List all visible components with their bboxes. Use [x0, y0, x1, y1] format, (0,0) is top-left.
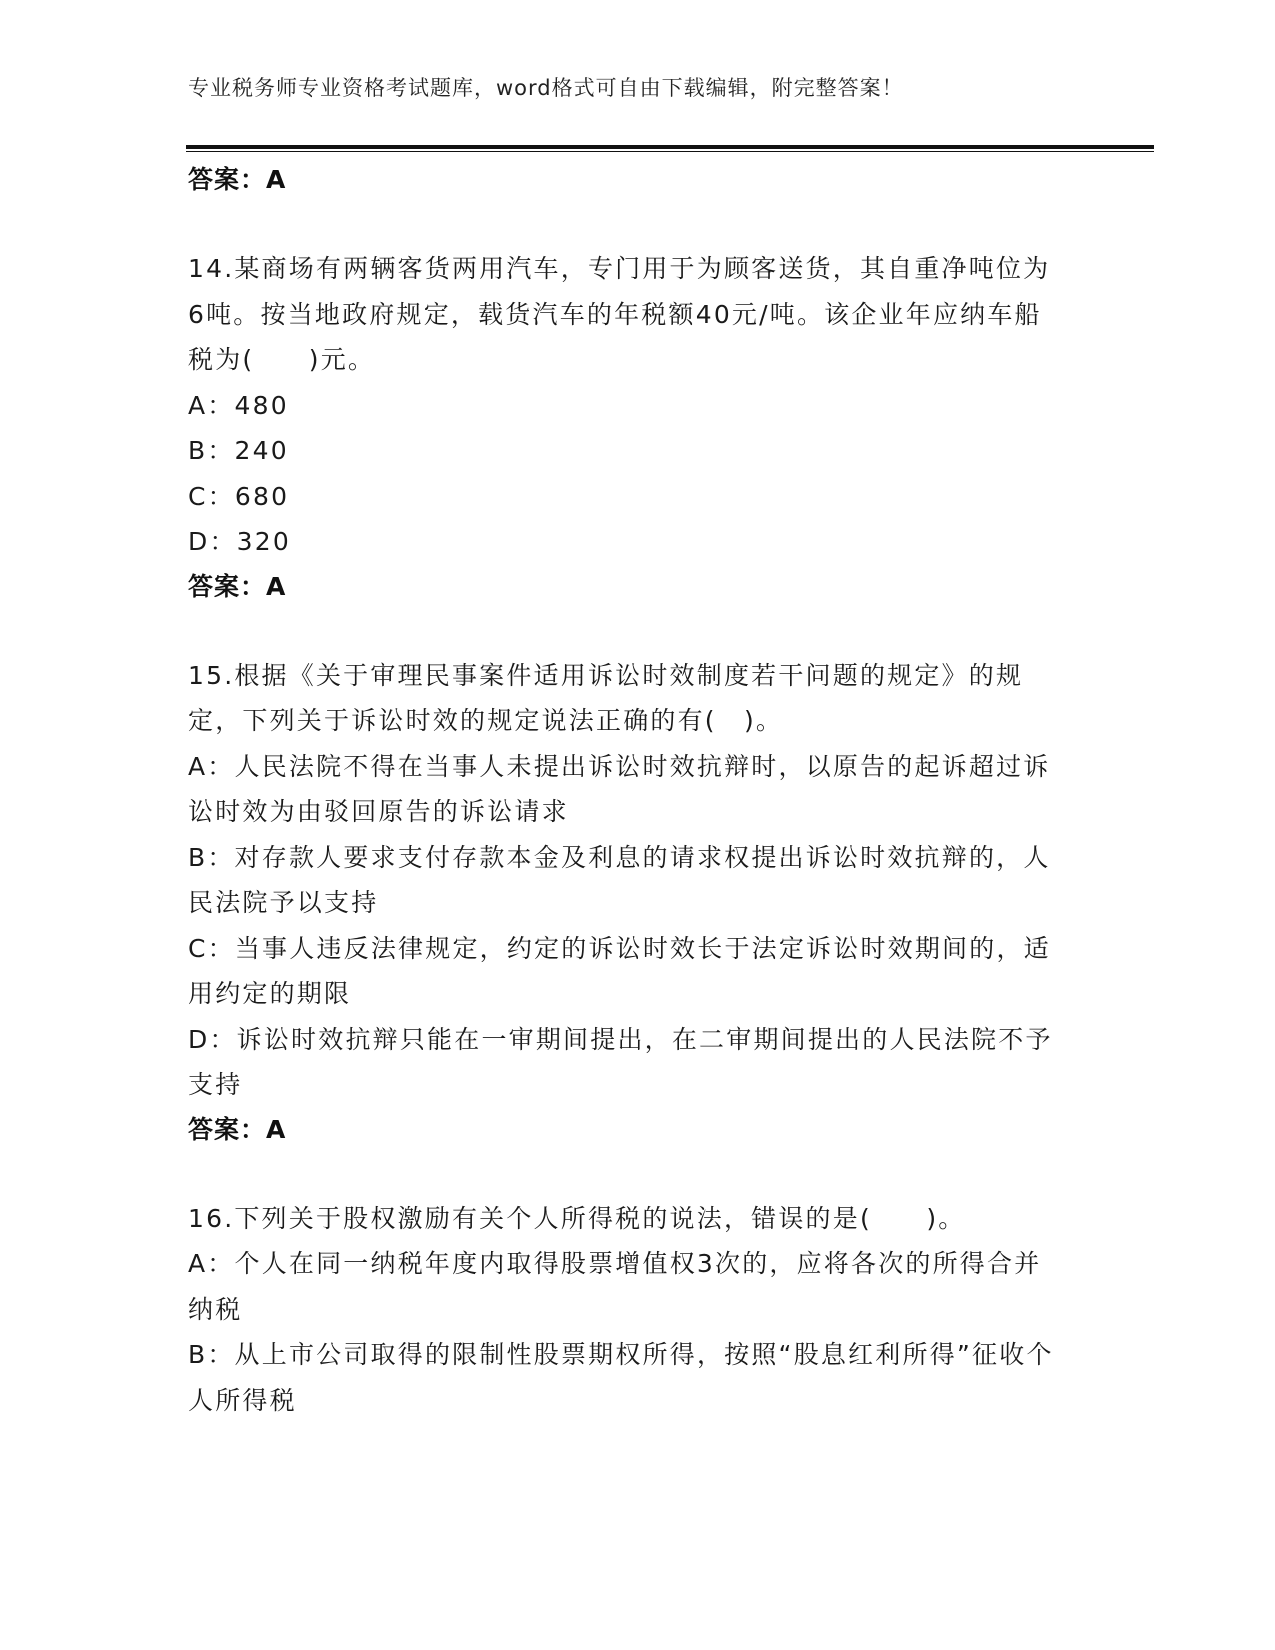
page-header: 专业税务师专业资格考试题库，word格式可自由下载编辑，附完整答案！ — [188, 76, 904, 100]
question-16 — [188, 1196, 1068, 1424]
option-a: A：480 — [188, 390, 289, 420]
answer-line: 答案：A — [188, 165, 287, 194]
header-rule-thick — [186, 145, 1154, 149]
option-b: B：从上市公司取得的限制性股票期权所得，按照“股息红利所得”征收个人所得税 — [188, 1340, 1054, 1415]
question-stem: 15.根据《关于审理民事案件适用诉讼时效制度若干问题的规定》的规定，下列关于诉讼时效的规定说法正确的有( )。 — [188, 660, 1024, 735]
option-d: D：诉讼时效抗辩只能在一审期间提出，在二审期间提出的人民法院不予支持 — [188, 1024, 1053, 1099]
option-c: C：当事人违反法律规定，约定的诉讼时效长于法定诉讼时效期间的，适用约定的期限 — [188, 933, 1051, 1008]
option-a: A：人民法院不得在当事人未提出诉讼时效抗辩时，以原告的起诉超过诉讼时效为由驳回原告的诉讼请求 — [188, 751, 1051, 826]
option-a: A：个人在同一纳税年度内取得股票增值权3次的，应将各次的所得合并纳税 — [188, 1249, 1042, 1324]
question-stem: 16.下列关于股权激励有关个人所得税的说法，错误的是( )。 — [188, 1203, 966, 1233]
option-c: C：680 — [188, 481, 290, 511]
document-body — [188, 158, 1068, 1423]
question-14 — [188, 246, 1068, 609]
option-b: B：240 — [188, 436, 289, 465]
header-rule-thin — [186, 151, 1154, 152]
question-stem: 14.某商场有两辆客货两用汽车，专门用于为顾客送货，其自重净吨位为6吨。按当地政府规定，载货汽车的年税额40元/吨。该企业年应纳车船税为( )元。 — [188, 254, 1051, 374]
answer-line: 答案：A — [188, 571, 287, 601]
answer-line: 答案：A — [188, 1114, 287, 1144]
option-b: B：对存款人要求支付存款本金及利息的请求权提出诉讼时效抗辩的，人民法院予以支持 — [188, 842, 1051, 917]
question-15 — [188, 653, 1068, 1152]
option-d: D：320 — [188, 527, 291, 556]
